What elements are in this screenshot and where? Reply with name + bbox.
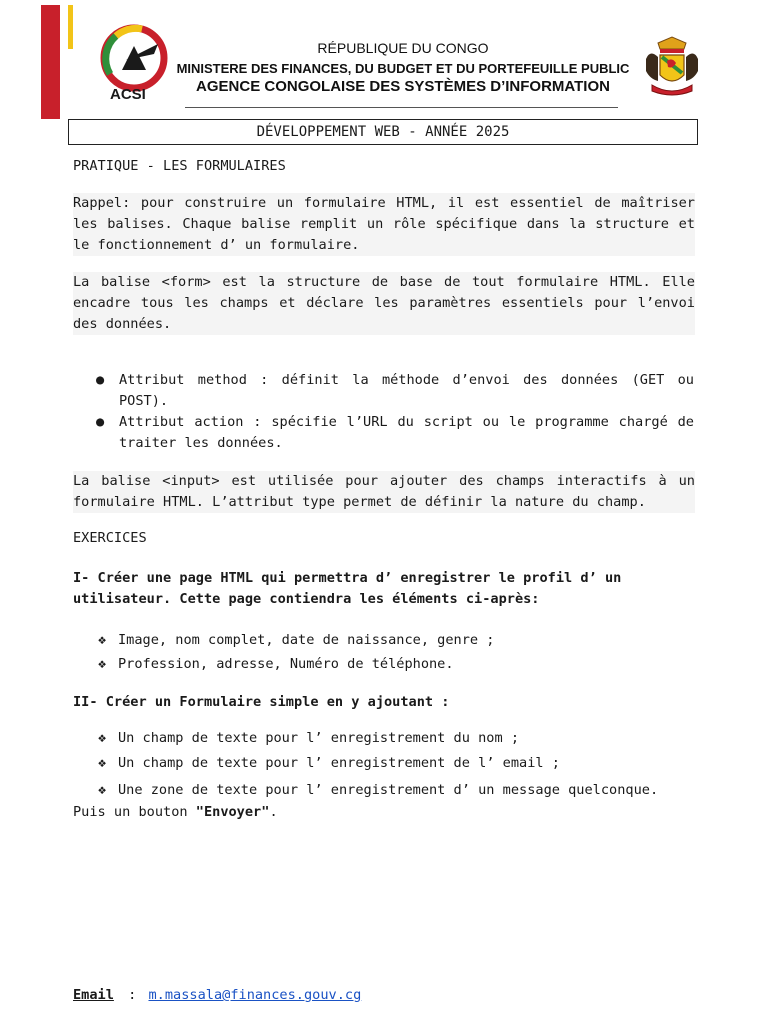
bullet-icon: ● [96,414,105,430]
list-item [98,780,658,801]
input-paragraph: La balise <input> est utilisée pour ajouter des champs interactifs à un formulaire HTML. L’attribut type permet de définir la nature du champ. [73,471,695,513]
agency-title: AGENCE CONGOLAISE DES SYSTÈMES D’INFORMATION [196,78,610,95]
header-divider [185,107,618,108]
list-item [98,753,560,774]
list-item [98,728,519,749]
rappel-paragraph [73,193,695,256]
rappel-label: Rappel [73,195,123,211]
diamond-bullet-icon: ❖ [98,656,107,672]
rappel-text: : pour construire un formulaire HTML, il est essentiel de maîtriser les balises. Chaque balise remplit un rôle spécifique dans la structure et le fonctionnement d’ un formulaire. [73,195,695,253]
attribute-method: Attribut method : définit la méthode d’envoi des données (GET ou POST). [119,372,694,409]
diamond-bullet-icon: ❖ [98,730,107,746]
diamond-bullet-icon: ❖ [98,755,107,771]
email-label: Email [73,987,114,1003]
bullet-icon: ● [96,372,105,388]
list-item [96,370,696,412]
section-heading: PRATIQUE - LES FORMULAIRES [73,158,286,174]
document-title: DÉVELOPPEMENT WEB - ANNÉE 2025 [68,119,698,145]
exercise-2-item: Un champ de texte pour l’ enregistrement de l’ email ; [118,755,560,771]
envoyer-label: "Envoyer" [195,804,270,820]
republic-title: RÉPUBLIQUE DU CONGO [317,40,489,56]
list-item [98,654,454,675]
logo-text: ACSI [110,86,146,103]
yellow-stripe [68,5,73,49]
exercises-heading: EXERCICES [73,530,147,546]
ministry-title: MINISTERE DES FINANCES, DU BUDGET ET DU PORTEFEUILLE PUBLIC [176,61,630,76]
diamond-bullet-icon: ❖ [98,782,107,798]
exercise-1-item: Profession, adresse, Numéro de téléphone. [118,656,454,672]
exercise-2-title: II- Créer un Formulaire simple en y ajoutant : [73,694,450,710]
tail-suffix: . [269,804,278,820]
footer-email [73,985,361,1006]
exercise-2-item: Un champ de texte pour l’ enregistrement du nom ; [118,730,520,746]
email-link[interactable]: m.massala@finances.gouv.cg [148,987,362,1003]
exercise-1-title: I- Créer une page HTML qui permettra d’ enregistrer le profil d’ un utilisateur. Cette page contiendra les éléments ci-après: [73,570,622,607]
list-item [98,630,494,651]
exercise-2-item: Une zone de texte pour l’ enregistrement d’ un message quelconque. [118,782,659,798]
diamond-bullet-icon: ❖ [98,632,107,648]
tail-prefix: Puis un bouton [73,804,196,820]
list-item [96,412,696,454]
form-paragraph: La balise <form> est la structure de base de tout formulaire HTML. Elle encadre tous les champs et déclare les paramètres essentiels pour l’envoi des données. [73,272,695,335]
email-separator: : [128,987,137,1003]
exercise-2-tail [73,802,278,823]
attribute-action: Attribut action : spécifie l’URL du script ou le programme chargé de traiter les données. [119,414,694,451]
exercise-1-item: Image, nom complet, date de naissance, genre ; [118,632,495,648]
red-stripe [41,5,60,119]
coat-of-arms-icon [640,35,704,99]
